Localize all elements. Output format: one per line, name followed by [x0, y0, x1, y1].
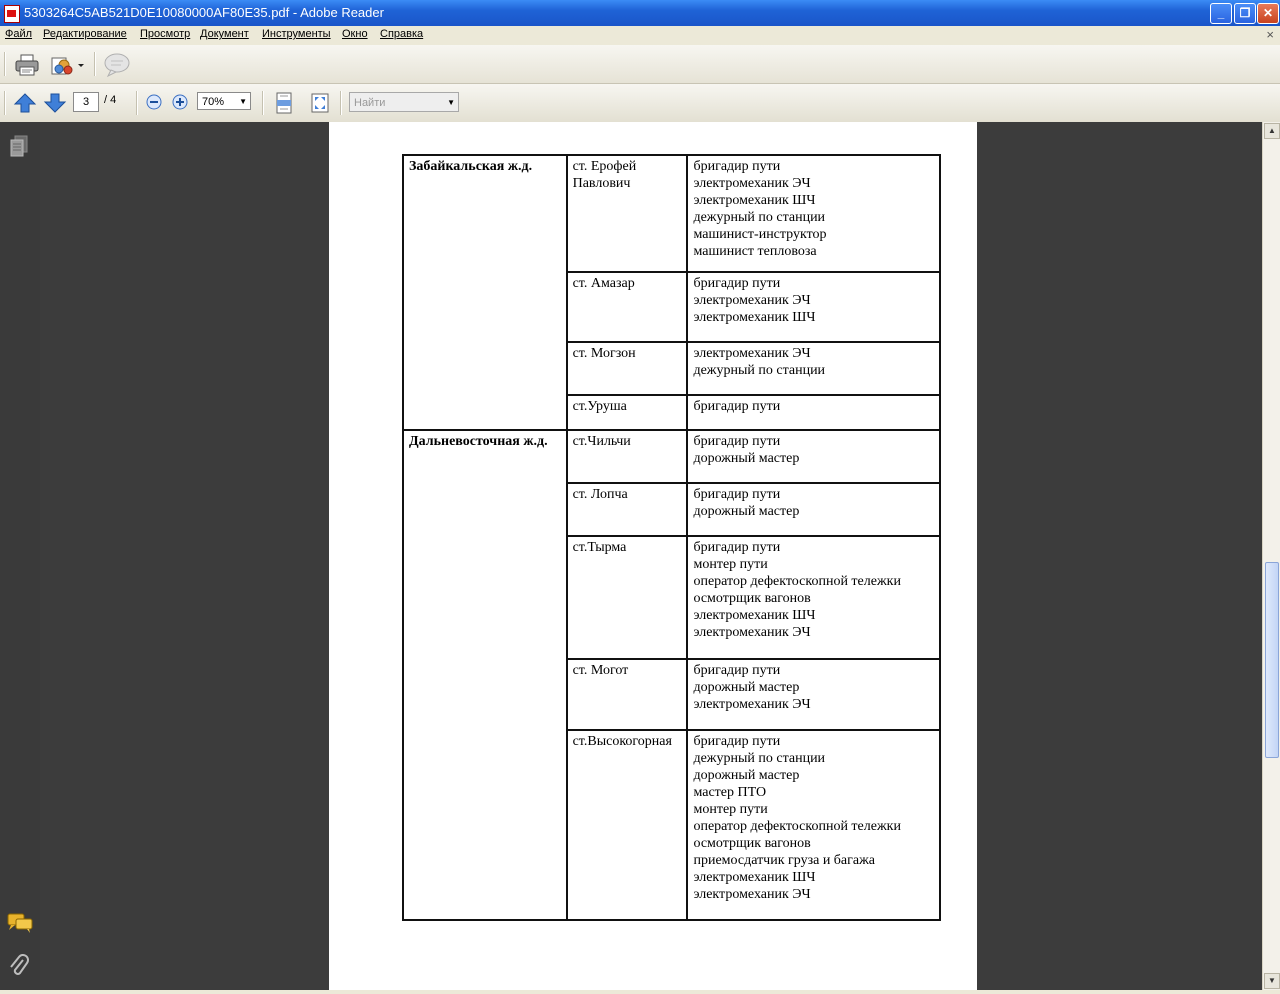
- jobs-cell: [687, 342, 940, 395]
- menu-window[interactable]: Окно: [342, 28, 368, 40]
- station-cell: ст. Лопча: [567, 483, 688, 536]
- station-cell: ст.Чильчи: [567, 430, 688, 483]
- menu-close-icon[interactable]: ×: [1266, 27, 1274, 42]
- menu-file[interactable]: Файл: [5, 28, 33, 40]
- menu-view[interactable]: Просмотр: [140, 28, 191, 40]
- scrollbar-thumb[interactable]: [1265, 562, 1279, 758]
- job-title: дорожный мастер: [693, 680, 800, 695]
- stations-table: [402, 154, 941, 921]
- job-title: дорожный мастер: [693, 451, 800, 466]
- minimize-button[interactable]: _: [1210, 3, 1232, 24]
- station-cell: ст. Амазар: [567, 272, 688, 342]
- station-cell: ст. Ерофей Павлович: [567, 155, 688, 272]
- job-title: машинист-инструктор: [693, 227, 827, 242]
- menu-document[interactable]: Документ: [200, 28, 249, 40]
- share-icon[interactable]: [50, 53, 86, 77]
- paperclip-icon[interactable]: [8, 954, 30, 978]
- zoom-out-icon[interactable]: [145, 93, 163, 111]
- toolbar-grip: [4, 52, 6, 76]
- window-title: 5303264C5AB521D0E10080000AF80E35.pdf - Adobe Reader: [24, 5, 384, 20]
- job-title: электромеханик ШЧ: [693, 608, 816, 623]
- job-title: электромеханик ЭЧ: [693, 346, 811, 361]
- job-title: машинист тепловоза: [693, 244, 817, 259]
- job-title: электромеханик ШЧ: [693, 310, 816, 325]
- job-title: бригадир пути: [693, 734, 781, 749]
- menu-bar: [0, 26, 1280, 46]
- zoom-value: 70%: [202, 96, 225, 108]
- pages-icon[interactable]: [9, 135, 29, 159]
- station-cell: ст.Высокогорная: [567, 730, 688, 920]
- toolbar-separator: [340, 91, 342, 115]
- region-cell: Забайкальская ж.д.: [403, 155, 567, 430]
- toolbar-separator: [94, 52, 96, 76]
- status-bar: [0, 990, 1280, 994]
- maximize-button[interactable]: ❐: [1234, 3, 1256, 24]
- jobs-cell: [687, 155, 940, 272]
- jobs-cell: [687, 272, 940, 342]
- job-title: электромеханик ШЧ: [693, 193, 816, 208]
- job-title: дорожный мастер: [693, 504, 800, 519]
- job-title: электромеханик ШЧ: [693, 870, 816, 885]
- find-input[interactable]: [349, 92, 459, 112]
- job-title: электромеханик ЭЧ: [693, 625, 811, 640]
- job-title: оператор дефектоскопной тележки: [693, 819, 901, 834]
- job-title: бригадир пути: [693, 276, 781, 291]
- job-title: приемосдатчик груза и багажа: [693, 853, 875, 868]
- title-bar: [0, 0, 1280, 26]
- chevron-down-icon[interactable]: ▼: [239, 97, 247, 106]
- zoom-select[interactable]: [197, 92, 251, 110]
- station-cell: ст.Тырма: [567, 536, 688, 659]
- navigation-panel: [0, 122, 40, 990]
- page-number-input[interactable]: 3: [73, 92, 99, 112]
- table-row: [403, 430, 940, 483]
- scroll-down-icon[interactable]: ▼: [1264, 973, 1280, 989]
- station-cell: ст. Могзон: [567, 342, 688, 395]
- pdf-page: [329, 122, 977, 990]
- job-title: бригадир пути: [693, 434, 781, 449]
- job-title: монтер пути: [693, 557, 768, 572]
- job-title: монтер пути: [693, 802, 768, 817]
- jobs-cell: [687, 659, 940, 730]
- pdf-app-icon: [4, 5, 20, 23]
- comment-icon[interactable]: [103, 52, 131, 78]
- job-title: электромеханик ЭЧ: [693, 887, 811, 902]
- job-title: дорожный мастер: [693, 768, 800, 783]
- file-toolbar: [0, 45, 1280, 84]
- close-button[interactable]: ✕: [1257, 3, 1279, 24]
- job-title: бригадир пути: [693, 540, 781, 555]
- job-title: электромеханик ЭЧ: [693, 697, 811, 712]
- document-viewer[interactable]: [40, 122, 1262, 990]
- job-title: бригадир пути: [693, 487, 781, 502]
- table-row: [403, 155, 940, 272]
- jobs-cell: [687, 536, 940, 659]
- region-cell: Дальневосточная ж.д.: [403, 430, 567, 920]
- jobs-cell: [687, 395, 940, 430]
- scroll-up-icon[interactable]: ▲: [1264, 123, 1280, 139]
- job-title: оператор дефектоскопной тележки: [693, 574, 901, 589]
- fit-page-icon[interactable]: [308, 91, 332, 115]
- menu-edit[interactable]: Редактирование: [43, 28, 127, 40]
- fit-width-icon[interactable]: [274, 91, 294, 115]
- vertical-scrollbar[interactable]: [1262, 122, 1280, 990]
- job-title: дежурный по станции: [693, 751, 826, 766]
- menu-tools[interactable]: Инструменты: [262, 28, 331, 40]
- arrow-down-icon[interactable]: [43, 92, 67, 114]
- job-title: дежурный по станции: [693, 210, 826, 225]
- navigation-toolbar: [0, 84, 1280, 123]
- job-title: электромеханик ЭЧ: [693, 293, 811, 308]
- job-title: мастер ПТО: [693, 785, 767, 800]
- job-title: осмотрщик вагонов: [693, 591, 811, 606]
- stations-table-body: [403, 155, 940, 920]
- page-total: / 4: [104, 94, 117, 106]
- toolbar-separator: [136, 91, 138, 115]
- job-title: дежурный по станции: [693, 363, 826, 378]
- toolbar-grip: [4, 91, 6, 115]
- zoom-in-icon[interactable]: [171, 93, 189, 111]
- jobs-cell: [687, 430, 940, 483]
- job-title: осмотрщик вагонов: [693, 836, 811, 851]
- jobs-cell: [687, 730, 940, 920]
- station-cell: ст.Уруша: [567, 395, 688, 430]
- arrow-up-icon[interactable]: [13, 92, 37, 114]
- printer-icon[interactable]: [14, 53, 40, 77]
- find-options-chevron-icon[interactable]: ▼: [447, 98, 455, 107]
- job-title: электромеханик ЭЧ: [693, 176, 811, 191]
- job-title: бригадир пути: [693, 663, 781, 678]
- job-title: бригадир пути: [693, 399, 781, 414]
- menu-help[interactable]: Справка: [380, 28, 424, 40]
- comments-icon[interactable]: [7, 912, 33, 934]
- find-placeholder: Найти: [354, 97, 386, 109]
- station-cell: ст. Могот: [567, 659, 688, 730]
- toolbar-separator: [262, 91, 264, 115]
- jobs-cell: [687, 483, 940, 536]
- job-title: бригадир пути: [693, 159, 781, 174]
